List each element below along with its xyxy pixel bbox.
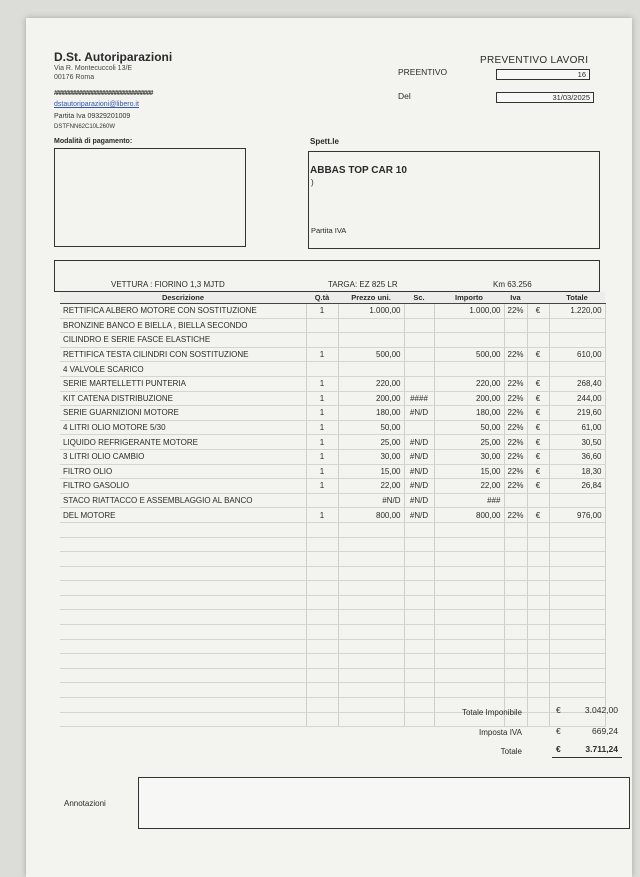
item-amount: 22,00 bbox=[434, 479, 504, 494]
item-qty bbox=[306, 333, 338, 348]
notes-box[interactable] bbox=[138, 777, 630, 829]
empty-cell bbox=[434, 683, 504, 698]
empty-cell bbox=[549, 610, 605, 625]
item-unit-price bbox=[338, 318, 404, 333]
item-currency bbox=[527, 362, 549, 377]
empty-cell bbox=[306, 566, 338, 581]
item-unit-price: 30,00 bbox=[338, 449, 404, 464]
empty-cell bbox=[527, 537, 549, 552]
item-currency: € bbox=[527, 508, 549, 523]
item-currency: € bbox=[527, 376, 549, 391]
empty-cell bbox=[60, 522, 306, 537]
item-qty: 1 bbox=[306, 449, 338, 464]
item-total bbox=[549, 318, 605, 333]
empty-cell bbox=[504, 522, 527, 537]
vehicle-plate: TARGA: EZ 825 LR bbox=[328, 280, 398, 289]
empty-table-row bbox=[60, 654, 605, 669]
empty-table-row bbox=[60, 668, 605, 683]
empty-cell bbox=[527, 639, 549, 654]
item-description: 4 LITRI OLIO MOTORE 5/30 bbox=[60, 420, 306, 435]
item-currency: € bbox=[527, 479, 549, 494]
item-unit-price: 800,00 bbox=[338, 508, 404, 523]
item-amount: 15,00 bbox=[434, 464, 504, 479]
empty-table-row bbox=[60, 595, 605, 610]
item-total: 18,30 bbox=[549, 464, 605, 479]
item-vat: 22% bbox=[504, 420, 527, 435]
empty-cell bbox=[549, 668, 605, 683]
empty-cell bbox=[527, 595, 549, 610]
col-header-qty: Q.tà bbox=[306, 292, 338, 304]
empty-cell bbox=[306, 522, 338, 537]
empty-cell bbox=[338, 683, 404, 698]
item-currency: € bbox=[527, 347, 549, 362]
item-qty: 1 bbox=[306, 376, 338, 391]
item-amount: 25,00 bbox=[434, 435, 504, 450]
item-discount bbox=[404, 362, 434, 377]
item-qty: 1 bbox=[306, 304, 338, 319]
document-date-label: Del bbox=[398, 91, 411, 101]
empty-cell bbox=[504, 552, 527, 567]
document-title: PREVENTIVO LAVORI bbox=[480, 55, 589, 66]
table-row bbox=[60, 376, 605, 391]
taxable-total-label: Totale Imponibile bbox=[461, 708, 522, 717]
empty-cell bbox=[404, 683, 434, 698]
item-amount bbox=[434, 333, 504, 348]
empty-cell bbox=[434, 654, 504, 669]
item-currency bbox=[527, 493, 549, 508]
item-vat: 22% bbox=[504, 347, 527, 362]
item-vat: 22% bbox=[504, 449, 527, 464]
item-description: SERIE GUARNIZIONI MOTORE bbox=[60, 406, 306, 421]
table-row bbox=[60, 508, 605, 523]
empty-cell bbox=[60, 537, 306, 552]
item-description: 3 LITRI OLIO CAMBIO bbox=[60, 449, 306, 464]
item-description: BRONZINE BANCO E BIELLA , BIELLA SECONDO bbox=[60, 318, 306, 333]
item-currency bbox=[527, 333, 549, 348]
item-description: 4 VALVOLE SCARICO bbox=[60, 362, 306, 377]
table-row bbox=[60, 304, 605, 319]
empty-cell bbox=[60, 654, 306, 669]
vehicle-model: VETTURA : FIORINO 1,3 MJTD bbox=[111, 280, 225, 289]
item-unit-price: 15,00 bbox=[338, 464, 404, 479]
empty-cell bbox=[434, 625, 504, 640]
item-unit-price: 1.000,00 bbox=[338, 304, 404, 319]
company-vat: Partita Iva 09329201009 bbox=[54, 113, 131, 120]
item-qty: 1 bbox=[306, 406, 338, 421]
table-row bbox=[60, 493, 605, 508]
empty-cell bbox=[549, 552, 605, 567]
empty-cell bbox=[504, 595, 527, 610]
empty-cell bbox=[434, 522, 504, 537]
empty-cell bbox=[306, 537, 338, 552]
empty-cell bbox=[434, 552, 504, 567]
empty-table-row bbox=[60, 552, 605, 567]
item-description: LIQUIDO REFRIGERANTE MOTORE bbox=[60, 435, 306, 450]
taxable-total-value: 3.042,00 bbox=[584, 705, 618, 715]
item-description: STACO RIATTACCO E ASSEMBLAGGIO AL BANCO bbox=[60, 493, 306, 508]
empty-cell bbox=[60, 595, 306, 610]
item-currency: € bbox=[527, 406, 549, 421]
col-header-amount: Importo bbox=[434, 292, 504, 304]
item-discount bbox=[404, 318, 434, 333]
item-vat bbox=[504, 362, 527, 377]
item-discount bbox=[404, 376, 434, 391]
document-number-field: 16 bbox=[496, 69, 590, 80]
item-unit-price: 22,00 bbox=[338, 479, 404, 494]
item-unit-price bbox=[338, 333, 404, 348]
empty-cell bbox=[306, 581, 338, 596]
item-unit-price: 50,00 bbox=[338, 420, 404, 435]
empty-cell bbox=[404, 552, 434, 567]
empty-cell bbox=[549, 581, 605, 596]
item-description: FILTRO GASOLIO bbox=[60, 479, 306, 494]
col-header-currency bbox=[527, 292, 549, 304]
empty-cell bbox=[504, 581, 527, 596]
empty-cell bbox=[434, 537, 504, 552]
table-row bbox=[60, 449, 605, 464]
item-discount: #N/D bbox=[404, 406, 434, 421]
empty-table-row bbox=[60, 683, 605, 698]
item-unit-price: 25,00 bbox=[338, 435, 404, 450]
item-discount: #### bbox=[404, 391, 434, 406]
item-vat: 22% bbox=[504, 406, 527, 421]
vat-total-label: Imposta IVA bbox=[479, 728, 522, 737]
item-vat bbox=[504, 318, 527, 333]
empty-table-row bbox=[60, 581, 605, 596]
item-currency: € bbox=[527, 464, 549, 479]
empty-cell bbox=[338, 698, 404, 713]
item-discount: #N/D bbox=[404, 464, 434, 479]
table-row bbox=[60, 333, 605, 348]
empty-cell bbox=[338, 639, 404, 654]
item-total: 36,60 bbox=[549, 449, 605, 464]
company-email[interactable]: dstautoriparazioni@libero.it bbox=[54, 101, 139, 108]
company-name: D.St. Autoriparazioni bbox=[54, 50, 173, 64]
item-total: 1.220,00 bbox=[549, 304, 605, 319]
item-amount: ### bbox=[434, 493, 504, 508]
empty-cell bbox=[434, 566, 504, 581]
item-amount: 180,00 bbox=[434, 406, 504, 421]
item-amount: 30,00 bbox=[434, 449, 504, 464]
empty-cell bbox=[527, 712, 549, 727]
item-currency: € bbox=[527, 449, 549, 464]
empty-cell bbox=[527, 683, 549, 698]
empty-cell bbox=[549, 522, 605, 537]
item-discount bbox=[404, 304, 434, 319]
empty-cell bbox=[404, 639, 434, 654]
currency-icon: € bbox=[556, 726, 561, 736]
empty-table-row bbox=[60, 537, 605, 552]
item-discount: #N/D bbox=[404, 493, 434, 508]
item-total bbox=[549, 362, 605, 377]
item-qty: 1 bbox=[306, 435, 338, 450]
table-row bbox=[60, 406, 605, 421]
item-discount: #N/D bbox=[404, 435, 434, 450]
empty-cell bbox=[434, 581, 504, 596]
empty-cell bbox=[60, 625, 306, 640]
item-discount: #N/D bbox=[404, 449, 434, 464]
empty-cell bbox=[60, 581, 306, 596]
empty-cell bbox=[434, 595, 504, 610]
col-header-vat: Iva bbox=[504, 292, 527, 304]
empty-cell bbox=[527, 668, 549, 683]
currency-icon: € bbox=[556, 705, 561, 715]
empty-cell bbox=[504, 639, 527, 654]
item-total: 30,50 bbox=[549, 435, 605, 450]
item-description: RETTIFICA ALBERO MOTORE CON SOSTITUZIONE bbox=[60, 304, 306, 319]
empty-cell bbox=[527, 625, 549, 640]
empty-cell bbox=[404, 537, 434, 552]
empty-cell bbox=[527, 610, 549, 625]
item-unit-price: 180,00 bbox=[338, 406, 404, 421]
item-unit-price: 220,00 bbox=[338, 376, 404, 391]
item-vat bbox=[504, 493, 527, 508]
empty-cell bbox=[306, 683, 338, 698]
empty-table-row bbox=[60, 566, 605, 581]
table-header-row bbox=[60, 292, 605, 304]
empty-cell bbox=[338, 537, 404, 552]
item-currency: € bbox=[527, 435, 549, 450]
table-row bbox=[60, 318, 605, 333]
item-qty: 1 bbox=[306, 391, 338, 406]
item-description: FILTRO OLIO bbox=[60, 464, 306, 479]
item-amount: 1.000,00 bbox=[434, 304, 504, 319]
item-vat: 22% bbox=[504, 304, 527, 319]
table-row bbox=[60, 420, 605, 435]
currency-icon: € bbox=[556, 744, 561, 754]
empty-cell bbox=[549, 537, 605, 552]
item-total bbox=[549, 333, 605, 348]
empty-cell bbox=[504, 668, 527, 683]
item-currency bbox=[527, 318, 549, 333]
empty-cell bbox=[338, 668, 404, 683]
empty-table-row bbox=[60, 698, 605, 713]
client-extra: ) bbox=[311, 178, 314, 187]
item-qty: 1 bbox=[306, 479, 338, 494]
empty-cell bbox=[527, 581, 549, 596]
empty-cell bbox=[549, 625, 605, 640]
empty-cell bbox=[60, 566, 306, 581]
item-discount bbox=[404, 333, 434, 348]
empty-cell bbox=[338, 595, 404, 610]
item-total: 219,60 bbox=[549, 406, 605, 421]
item-total: 268,40 bbox=[549, 376, 605, 391]
item-total: 26,84 bbox=[549, 479, 605, 494]
empty-cell bbox=[338, 712, 404, 727]
empty-cell bbox=[504, 610, 527, 625]
item-description: DEL MOTORE bbox=[60, 508, 306, 523]
empty-cell bbox=[549, 595, 605, 610]
vat-total-value: 669,24 bbox=[592, 726, 618, 736]
item-qty bbox=[306, 493, 338, 508]
item-qty: 1 bbox=[306, 347, 338, 362]
empty-cell bbox=[549, 566, 605, 581]
item-amount: 200,00 bbox=[434, 391, 504, 406]
document-date-field: 31/03/2025 bbox=[496, 92, 594, 103]
item-total: 976,00 bbox=[549, 508, 605, 523]
col-header-unit-price: Prezzo uni. bbox=[338, 292, 404, 304]
table-row bbox=[60, 391, 605, 406]
empty-cell bbox=[404, 566, 434, 581]
table-row bbox=[60, 362, 605, 377]
empty-cell bbox=[549, 654, 605, 669]
item-amount bbox=[434, 362, 504, 377]
empty-table-row bbox=[60, 522, 605, 537]
item-description: CILINDRO E SERIE FASCE ELASTICHE bbox=[60, 333, 306, 348]
empty-cell bbox=[504, 566, 527, 581]
empty-cell bbox=[60, 668, 306, 683]
item-qty: 1 bbox=[306, 420, 338, 435]
redacted-line: ################################## bbox=[54, 90, 153, 97]
empty-cell bbox=[60, 698, 306, 713]
col-header-total: Totale bbox=[549, 292, 605, 304]
table-row bbox=[60, 435, 605, 450]
item-unit-price: 500,00 bbox=[338, 347, 404, 362]
item-amount: 50,00 bbox=[434, 420, 504, 435]
item-vat: 22% bbox=[504, 391, 527, 406]
client-vat-label: Partita IVA bbox=[311, 226, 347, 235]
empty-cell bbox=[306, 668, 338, 683]
empty-cell bbox=[404, 610, 434, 625]
item-vat: 22% bbox=[504, 508, 527, 523]
item-discount bbox=[404, 347, 434, 362]
empty-cell bbox=[60, 712, 306, 727]
company-tax-code: DSTFNN62C10L260W bbox=[54, 124, 116, 130]
table-row bbox=[60, 464, 605, 479]
empty-cell bbox=[504, 654, 527, 669]
item-description: RETTIFICA TESTA CILINDRI CON SOSTITUZIONE bbox=[60, 347, 306, 362]
empty-cell bbox=[338, 625, 404, 640]
empty-cell bbox=[527, 552, 549, 567]
empty-table-row bbox=[60, 712, 605, 727]
empty-cell bbox=[404, 581, 434, 596]
empty-cell bbox=[338, 566, 404, 581]
empty-cell bbox=[527, 654, 549, 669]
empty-cell bbox=[404, 595, 434, 610]
empty-cell bbox=[306, 639, 338, 654]
empty-cell bbox=[434, 610, 504, 625]
empty-cell bbox=[306, 625, 338, 640]
grand-total-label: Totale bbox=[500, 747, 522, 756]
item-vat: 22% bbox=[504, 435, 527, 450]
empty-table-row bbox=[60, 625, 605, 640]
client-label: Spett.le bbox=[310, 137, 339, 146]
item-currency: € bbox=[527, 420, 549, 435]
grand-total-underline bbox=[552, 757, 622, 758]
item-vat: 22% bbox=[504, 376, 527, 391]
company-address-line2: 00176 Roma bbox=[54, 74, 95, 81]
items-table bbox=[60, 292, 606, 727]
item-discount: #N/D bbox=[404, 508, 434, 523]
item-vat: 22% bbox=[504, 479, 527, 494]
empty-cell bbox=[338, 581, 404, 596]
item-amount: 800,00 bbox=[434, 508, 504, 523]
empty-cell bbox=[306, 654, 338, 669]
empty-cell bbox=[306, 698, 338, 713]
empty-table-row bbox=[60, 610, 605, 625]
empty-cell bbox=[549, 639, 605, 654]
empty-cell bbox=[404, 668, 434, 683]
company-address-line1: Via R. Montecuccoli 13/E bbox=[54, 65, 133, 72]
item-unit-price: 200,00 bbox=[338, 391, 404, 406]
table-row bbox=[60, 479, 605, 494]
empty-cell bbox=[60, 610, 306, 625]
notes-label: Annotazioni bbox=[64, 799, 106, 808]
item-qty: 1 bbox=[306, 464, 338, 479]
empty-table-row bbox=[60, 639, 605, 654]
item-currency: € bbox=[527, 391, 549, 406]
item-description: SERIE MARTELLETTI PUNTERIA bbox=[60, 376, 306, 391]
payment-method-box bbox=[54, 148, 246, 247]
empty-cell bbox=[527, 522, 549, 537]
item-discount bbox=[404, 420, 434, 435]
empty-cell bbox=[338, 654, 404, 669]
item-discount: #N/D bbox=[404, 479, 434, 494]
item-unit-price bbox=[338, 362, 404, 377]
item-qty bbox=[306, 362, 338, 377]
empty-cell bbox=[306, 610, 338, 625]
item-qty: 1 bbox=[306, 508, 338, 523]
empty-cell bbox=[60, 552, 306, 567]
item-amount bbox=[434, 318, 504, 333]
item-amount: 500,00 bbox=[434, 347, 504, 362]
empty-cell bbox=[338, 610, 404, 625]
empty-cell bbox=[527, 566, 549, 581]
item-amount: 220,00 bbox=[434, 376, 504, 391]
empty-cell bbox=[338, 522, 404, 537]
item-description: KIT CATENA DISTRIBUZIONE bbox=[60, 391, 306, 406]
item-total: 61,00 bbox=[549, 420, 605, 435]
col-header-description: Descrizione bbox=[60, 292, 306, 304]
table-row bbox=[60, 347, 605, 362]
empty-cell bbox=[60, 639, 306, 654]
grand-total-value: 3.711,24 bbox=[585, 744, 618, 754]
item-vat bbox=[504, 333, 527, 348]
empty-cell bbox=[404, 654, 434, 669]
document-number-label: PREENTIVO bbox=[398, 67, 448, 77]
item-qty bbox=[306, 318, 338, 333]
empty-cell bbox=[504, 625, 527, 640]
empty-cell bbox=[434, 639, 504, 654]
empty-cell bbox=[306, 552, 338, 567]
payment-method-label: Modalità di pagamento: bbox=[54, 138, 133, 145]
empty-cell bbox=[60, 683, 306, 698]
item-total bbox=[549, 493, 605, 508]
empty-cell bbox=[549, 683, 605, 698]
item-vat: 22% bbox=[504, 464, 527, 479]
empty-cell bbox=[306, 595, 338, 610]
empty-cell bbox=[504, 683, 527, 698]
empty-cell bbox=[404, 522, 434, 537]
col-header-discount: Sc. bbox=[404, 292, 434, 304]
empty-cell bbox=[306, 712, 338, 727]
vehicle-km: Km 63.256 bbox=[493, 280, 532, 289]
item-total: 244,00 bbox=[549, 391, 605, 406]
item-total: 610,00 bbox=[549, 347, 605, 362]
item-currency: € bbox=[527, 304, 549, 319]
empty-cell bbox=[404, 625, 434, 640]
empty-cell bbox=[434, 668, 504, 683]
empty-cell bbox=[338, 552, 404, 567]
item-unit-price: #N/D bbox=[338, 493, 404, 508]
empty-cell bbox=[527, 698, 549, 713]
client-name: ABBAS TOP CAR 10 bbox=[310, 165, 407, 176]
empty-cell bbox=[504, 537, 527, 552]
